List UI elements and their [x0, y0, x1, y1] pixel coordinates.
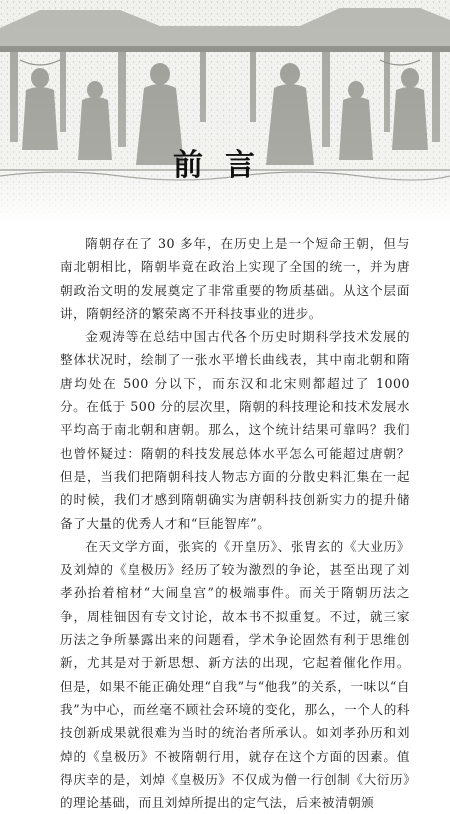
- ornamental-relief-image: [0, 0, 450, 226]
- paragraph: 隋朝存在了 30 多年，在历史上是一个短命王朝，但与南北朝相比，隋朝毕竟在政治上实现了全国的统一，并为唐朝政治文明的发展奠定了非常重要的物质基础。从这个层面讲，隋朝经济的繁荣离不开科技事业的进步。: [60, 236, 410, 321]
- header-banner-illustration: [0, 0, 450, 226]
- body-text: [60, 232, 410, 814]
- paragraph: 在天文学方面，张宾的《开皇历》、张胄玄的《大业历》及刘焯的《皇极历》经历了较为激烈的争论，甚至出现了刘孝孙抬着棺材“大闹皇宫”的极端事件。而关于隋朝历法之争，周桂钿因有专文讨论，故本书不拟重复。不过，就三家历法之争所暴露出来的问题看，学术争论固然有利于思维创新，尤其是对于新思想、新方法的出现，它起着催化作用。但是，如果不能正确处理“自我”与“他我”的关系，一味以“自我”为中心，而丝毫不顾社会环境的变化，那么，一个人的科技创新成果就很难为当时的统治者所承认。如刘孝孙历和刘焯的《皇极历》不被隋朝行用，就存在这个方面的因素。值得庆幸的是，刘焯《皇极历》不仅成为僧一行创制《大衍历》的理论基础，而且刘焯所提出的定气法，后来被清朝颁: [60, 538, 410, 811]
- paragraph: 金观涛等在总结中国古代各个历史时期科学技术发展的整体状况时，绘制了一张水平增长曲线表，其中南北朝和隋唐均处在 500 分以下，而东汉和北宋则都超过了 1000 分。在低于 500 分的层次里，隋朝的科技理论和技术发展水平均高于南北朝和唐朝。那么，这个统计结果可靠吗？我们也曾怀疑过：隋朝的科技发展总体水平怎么可能超过唐朝？但是，当我们把隋朝科技人物志方面的分散史料汇集在一起的时候，我们才感到隋朝确实为唐朝科技创新实力的提升储备了大量的优秀人才和“巨能智库”。: [60, 329, 410, 531]
- page-title: 前言: [173, 148, 277, 183]
